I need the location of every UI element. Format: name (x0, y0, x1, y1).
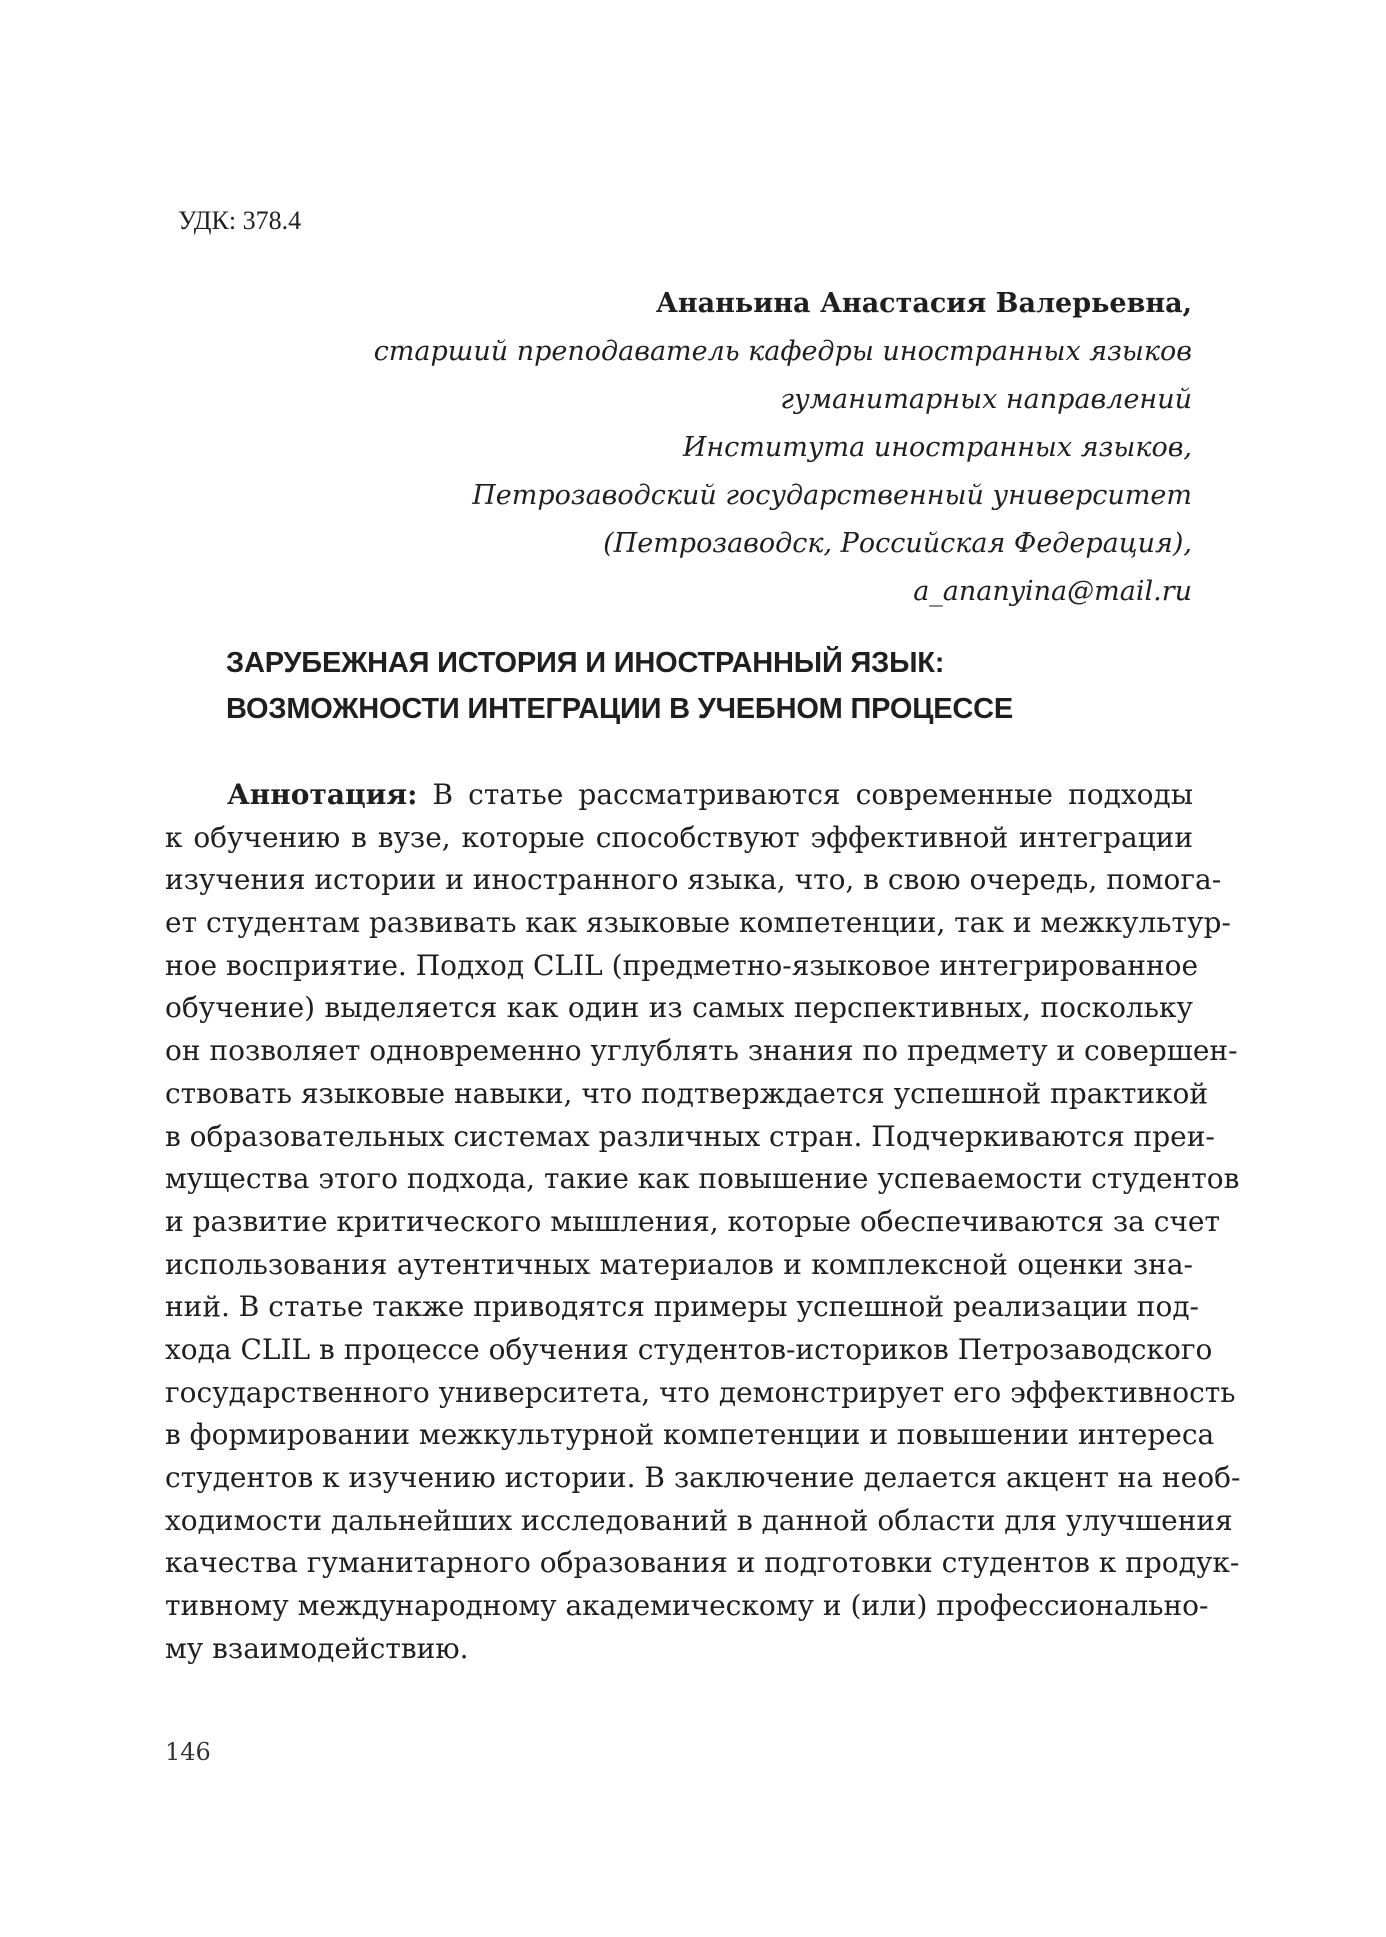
abstract-label: Аннотация: (227, 778, 418, 811)
abstract-line: качества гуманитарного образования и подготовки студентов к продук- (165, 1546, 1240, 1580)
affiliation-position: старший преподаватель кафедры иностранных языков (373, 336, 1192, 367)
page-number: 146 (165, 1738, 211, 1766)
abstract-line: му взаимодействию. (165, 1631, 469, 1665)
title-line-1: ЗАРУБЕЖНАЯ ИСТОРИЯ И ИНОСТРАННЫЙ ЯЗЫК: (226, 647, 945, 679)
abstract-line: к обучению в вузе, которые способствуют эффективной интеграции (165, 820, 1193, 854)
author-email: a_ananyina@mail.ru (913, 576, 1192, 607)
abstract-line: изучения истории и иностранного языка, что, в свою очередь, помога- (165, 863, 1222, 897)
abstract-line: и развитие критического мышления, которые обеспечиваются за счет (165, 1204, 1220, 1238)
abstract-line: ствовать языковые навыки, что подтверждается успешной практикой (165, 1076, 1209, 1110)
abstract-line: он позволяет одновременно углублять знания по предмету и совершен- (165, 1034, 1238, 1068)
abstract-line: хода CLIL в процессе обучения студентов-историков Петрозаводского (165, 1332, 1213, 1366)
udk-code: УДК: 378.4 (178, 206, 302, 235)
abstract-line: тивному международному академическому и (или) профессионально- (165, 1589, 1209, 1623)
abstract-line: обучение) выделяется как один из самых перспективных, поскольку (165, 991, 1193, 1025)
abstract-line: ное восприятие. Подход CLIL (предметно-языковое интегрированное (165, 948, 1199, 982)
abstract-line: студентов к изучению истории. В заключение делается акцент на необ- (165, 1461, 1241, 1494)
abstract-line: ет студентам развивать как языковые компетенции, так и межкультур- (165, 906, 1231, 940)
affiliation-university: Петрозаводский государственный университет (472, 480, 1192, 511)
abstract-line (165, 774, 1193, 817)
affiliation-institute: Института иностранных языков, (682, 432, 1192, 463)
abstract-line: в образовательных системах различных стран. Подчеркиваются преи- (165, 1119, 1215, 1153)
affiliation-location: (Петрозаводск, Российская Федерация), (603, 528, 1192, 559)
abstract-line-text: В статье рассматриваются современные подходы (432, 778, 1193, 811)
abstract-line: мущества этого подхода, такие как повышение успеваемости студентов (165, 1162, 1240, 1196)
author-name: Ананьина Анастасия Валерьевна, (655, 288, 1192, 319)
article-title (226, 640, 1226, 732)
abstract (165, 774, 1241, 1670)
abstract-line: использования аутентичных материалов и комплексной оценки зна- (165, 1247, 1193, 1281)
affiliation-department: гуманитарных направлений (780, 384, 1192, 415)
abstract-line: в формировании межкультурной компетенции и повышении интереса (165, 1418, 1215, 1452)
abstract-line: государственного университета, что демонстрирует его эффективность (165, 1375, 1236, 1409)
abstract-line: ходимости дальнейших исследований в данной области для улучшения (165, 1503, 1233, 1537)
abstract-line: ний. В статье также приводятся примеры успешной реализации под- (165, 1290, 1200, 1324)
title-line-2: ВОЗМОЖНОСТИ ИНТЕГРАЦИИ В УЧЕБНОМ ПРОЦЕССЕ (226, 693, 1014, 725)
author-block (192, 280, 1192, 616)
